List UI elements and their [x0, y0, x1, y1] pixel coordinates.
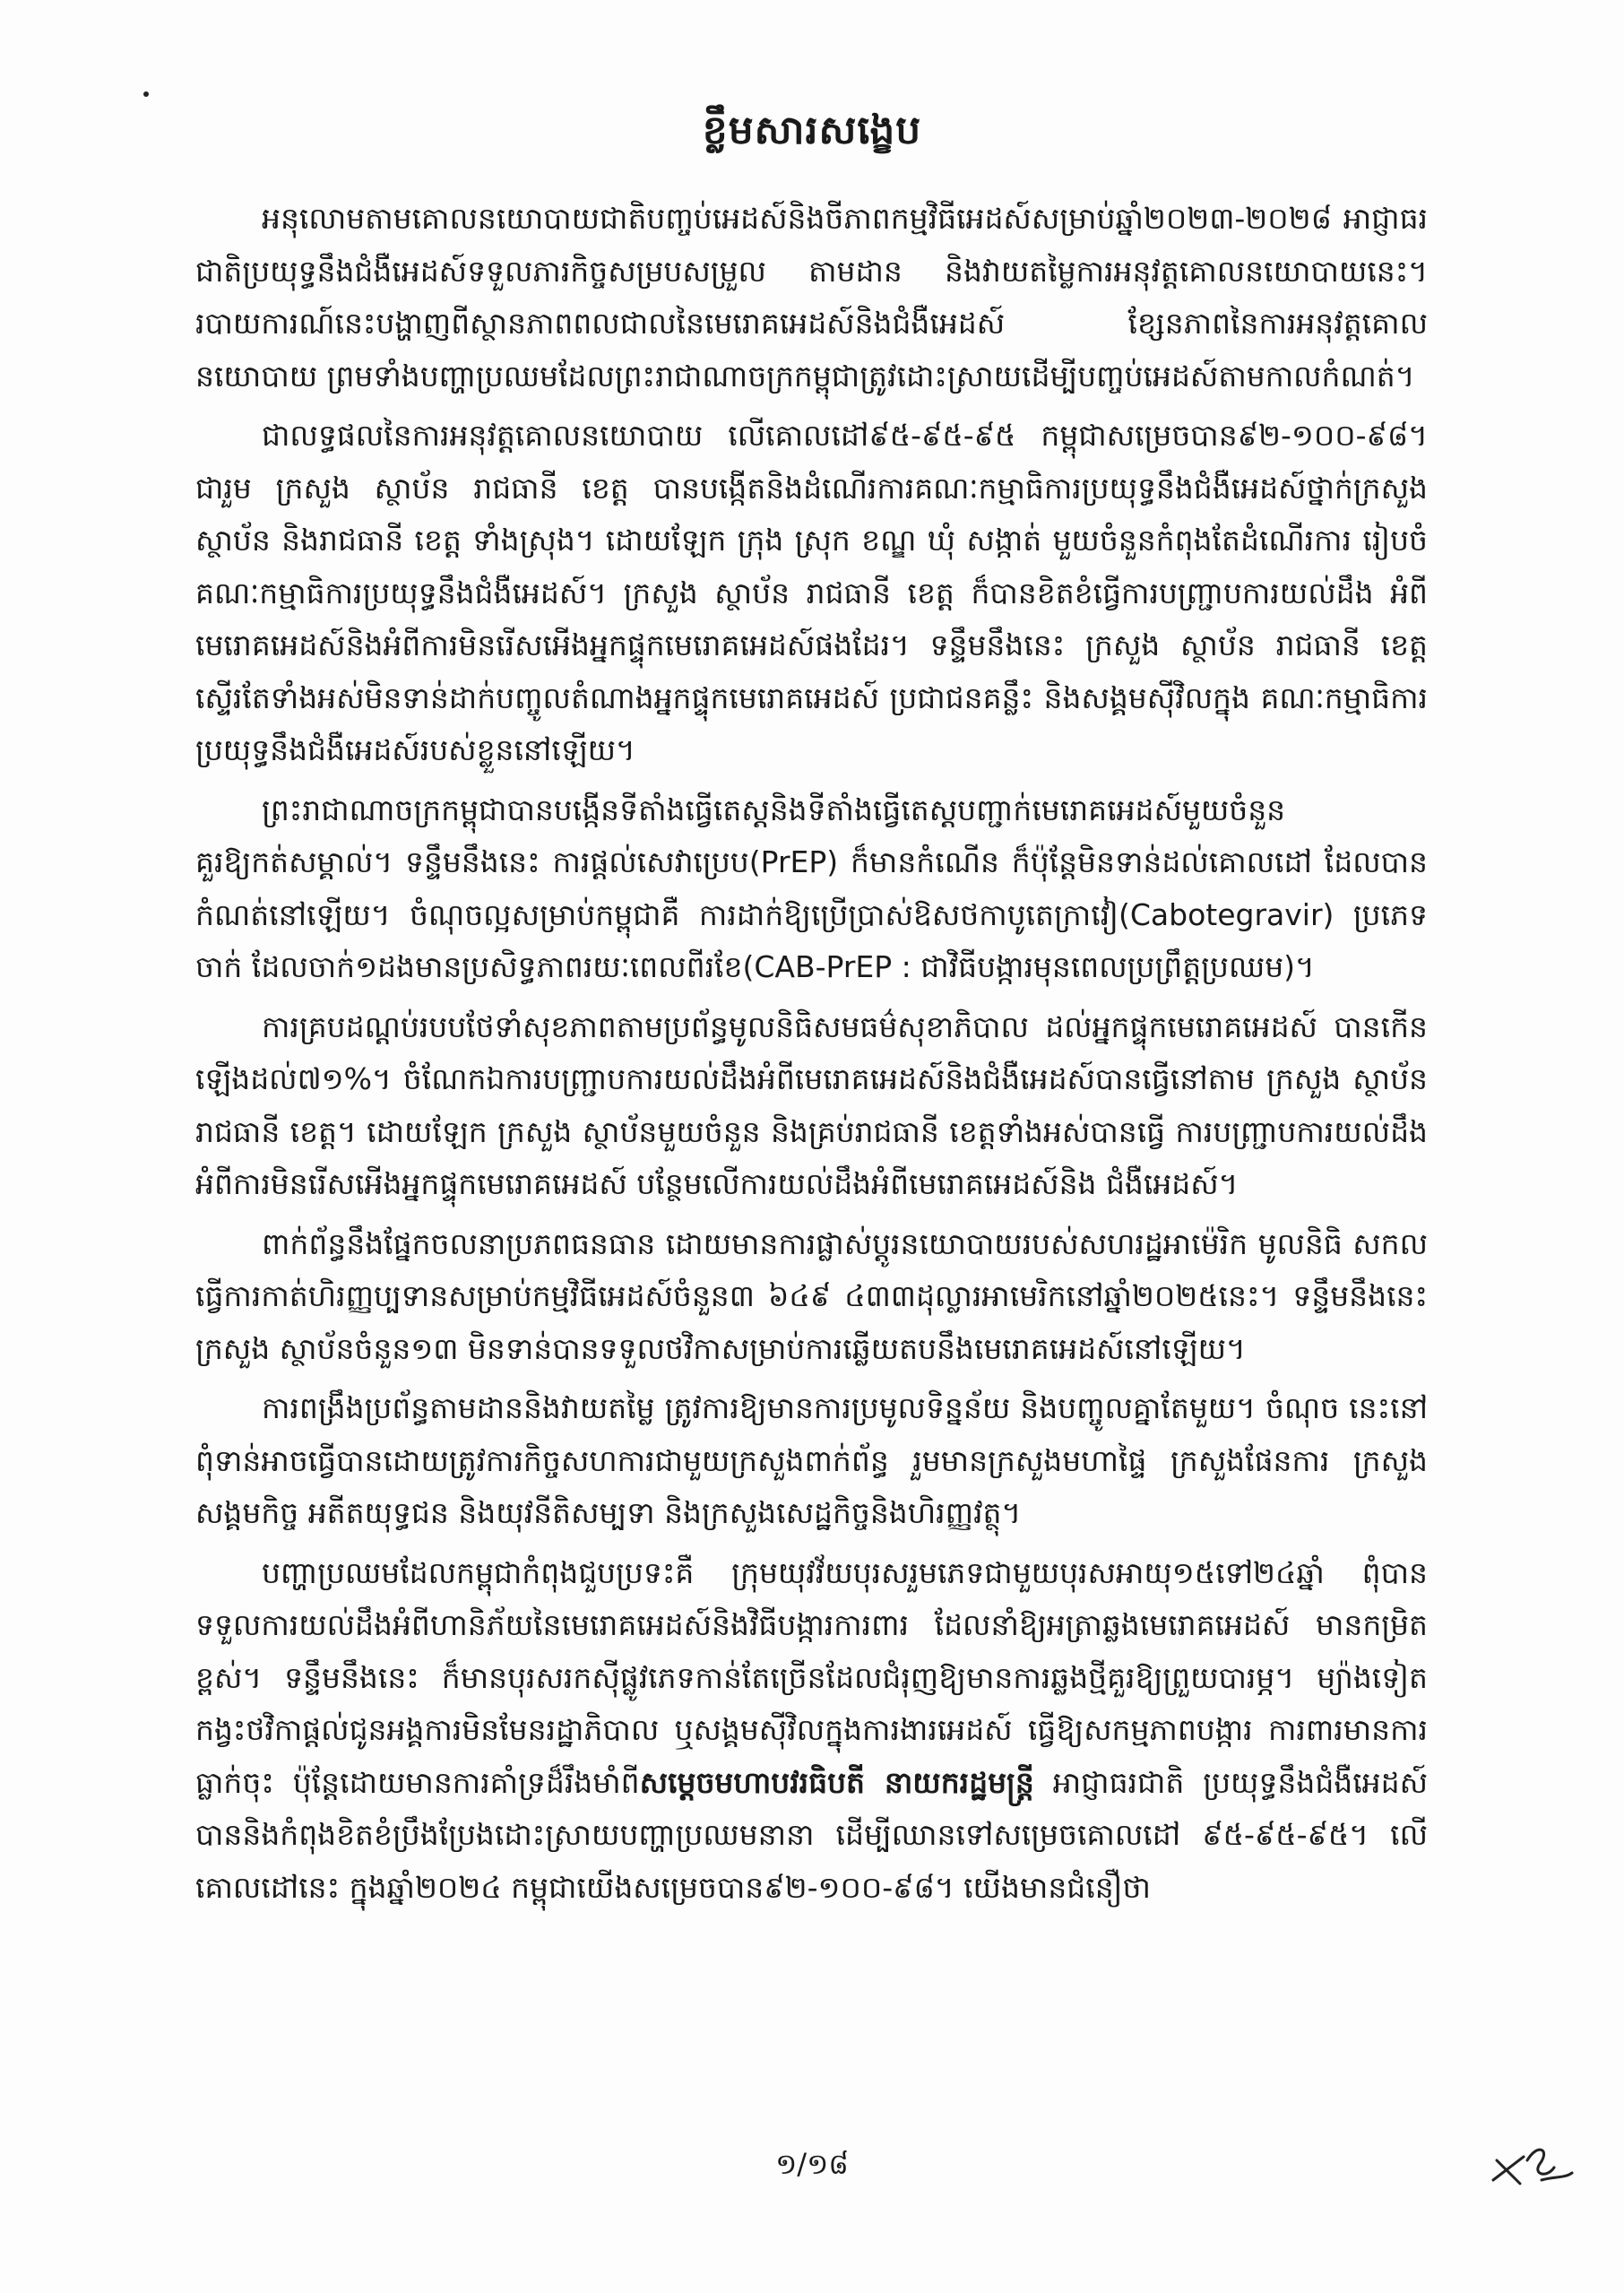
paragraph-6: ការពង្រឹងប្រព័ន្ធតាមដាននិងវាយតម្លៃ ត្រូវការឱ្យមានការប្រមូលទិន្នន័យ និងបញ្ចូលគ្នាតែមួយ។ ចំណុច នេះនៅពុំទាន់អាចធ្វើបានដោយត្រូវការកិច្ចសហការជាមួយក្រសួងពាក់ព័ន្ធ រួមមានក្រសួងមហាផ្ទៃ ក្រសួងផែនការ ក្រសួងសង្គមកិច្ច អតីតយុទ្ធជន និងយុវនីតិសម្បទា និងក្រសួងសេដ្ឋកិច្ចនិងហិរញ្ញវត្ថុ។ — [195, 1390, 1428, 1530]
paragraph-5: ពាក់ព័ន្ធនឹងផ្នែកចលនាប្រភពធនធាន ដោយមានការផ្លាស់ប្តូរនយោបាយរបស់សហរដ្ឋអាម៉េរិក មូលនិធិ សកលធ្វើការកាត់ហិរញ្ញប្បទានសម្រាប់កម្មវិធីអេដស៍ចំនួន៣ ៦៤៩ ៤៣៣ដុល្លារអាមេរិកនៅឆ្នាំ២០២៥នេះ។ ទន្ទឹមនឹងនេះ ក្រសួង ស្ថាប័នចំនួន១៣ មិនទាន់បានទទួលថវិកាសម្រាប់ការឆ្លើយតបនឹងមេរោគអេដស៍នៅឡើយ។ — [195, 1225, 1428, 1366]
document-title: ខ្លឹមសារសង្ខេប — [702, 108, 922, 153]
document-body — [195, 193, 1428, 1921]
paragraph-3: ព្រះរាជាណាចក្រកម្ពុជាបានបង្កើនទីតាំងធ្វើតេស្តនិងទីតាំងធ្វើតេស្តបញ្ជាក់មេរោគអេដស៍មួយចំនួន គួរឱ្យកត់សម្គាល់។ ទន្ទឹមនឹងនេះ ការផ្តល់សេវាប្រេប(PrEP) ក៏មានកំណើន ក៏ប៉ុន្តែមិនទាន់ដល់គោលដៅ ដែលបានកំណត់នៅឡើយ។ ចំណុចល្អសម្រាប់កម្ពុជាគឺ ការដាក់ឱ្យប្រើប្រាស់ឱសថកាបូតេក្រាវៀ(Cabotegravir) ប្រភេទចាក់ ដែលចាក់១ដងមានប្រសិទ្ធភាពរយៈពេលពីរខែ(CAB-PrEP : ជាវិធីបង្ការមុនពេលប្រព្រឹត្តប្រឈម)។ — [195, 792, 1428, 984]
scan-speck — [143, 91, 149, 97]
paragraph-4: ការគ្របដណ្តប់របបថែទាំសុខភាពតាមប្រព័ន្ធមូលនិធិសមធម៌សុខាភិបាល ដល់អ្នកផ្ទុកមេរោគអេដស៍ បានកើនឡើងដល់៧១%។ ចំណែកឯការបញ្ជ្រាបការយល់ដឹងអំពីមេរោគអេដស៍និងជំងឺអេដស៍បានធ្វើនៅតាម ក្រសួង ស្ថាប័ន រាជធានី ខេត្ត។ ដោយឡែក ក្រសួង ស្ថាប័នមួយចំនួន និងគ្រប់រាជធានី ខេត្តទាំងអស់បានធ្វើ ការបញ្ជ្រាបការយល់ដឹងអំពីការមិនរើសអើងអ្នកផ្ទុកមេរោគអេដស៍ បន្ថែមលើការយល់ដឹងអំពីមេរោគអេដស៍និង ជំងឺអេដស៍។ — [195, 1008, 1428, 1201]
paragraph-7-after: អាជ្ញាធរជាតិ ប្រយុទ្ធនឹងជំងឺអេដស៍បាននិងកំពុងខិតខំប្រឹងប្រែងដោះស្រាយបញ្ហាប្រឈមនានា ដើម្បីឈានទៅសម្រេចគោលដៅ ៩៥-៩៥-៩៥។ លើគោលដៅនេះ ក្នុងឆ្នាំ២០២៤ កម្ពុជាយើងសម្រេចបាន៩២-១០០-៩៨។ យើងមានជំនឿថា — [195, 1764, 1428, 1905]
paragraph-2: ជាលទ្ធផលនៃការអនុវត្តគោលនយោបាយ លើគោលដៅ៩៥-៩៥-៩៥ កម្ពុជាសម្រេចបាន៩២-១០០-៩៨។ ជារួម ក្រសួង ស្ថាប័ន រាជធានី ខេត្ត បានបង្កើតនិងដំណើរការគណៈកម្មាធិការប្រយុទ្ធនឹងជំងឺអេដស៍ថ្នាក់ក្រសួង ស្ថាប័ន និងរាជធានី ខេត្ត ទាំងស្រុង។ ដោយឡែក ក្រុង ស្រុក ខណ្ឌ ឃុំ សង្កាត់ មួយចំនួនកំពុងតែដំណើរការ រៀបចំគណៈកម្មាធិការប្រយុទ្ធនឹងជំងឺអេដស៍។ ក្រសួង ស្ថាប័ន រាជធានី ខេត្ត ក៏បានខិតខំធ្វើការបញ្ជ្រាបការយល់ដឹង អំពីមេរោគអេដស៍និងអំពីការមិនរើសអើងអ្នកផ្ទុកមេរោគអេដស៍ផងដែរ។ ទន្ទឹមនឹងនេះ ក្រសួង ស្ថាប័ន រាជធានី ខេត្ត ស្ទើរតែទាំងអស់មិនទាន់ដាក់បញ្ចូលតំណាងអ្នកផ្ទុកមេរោគអេដស៍ ប្រជាជនគន្លឹះ និងសង្គមស៊ីវិលក្នុង គណៈកម្មាធិការប្រយុទ្ធនឹងជំងឺអេដស៍របស់ខ្លួននៅឡើយ។ — [195, 418, 1428, 767]
page-number: ១/១៨ — [775, 2147, 849, 2181]
paragraph-7-before: បញ្ហាប្រឈមដែលកម្ពុជាកំពុងជួបប្រទះគឺ ក្រុមយុវវ័យបុរសរួមភេទជាមួយបុរសអាយុ១៥ទៅ២៤ឆ្នាំ ពុំបានទទួលការយល់ដឹងអំពីហានិភ័យនៃមេរោគអេដស៍និងវិធីបង្ការការពារ ដែលនាំឱ្យអត្រាឆ្លងមេរោគអេដស៍ មានកម្រិតខ្ពស់។ ទន្ទឹមនឹងនេះ ក៏មានបុរសរកស៊ីផ្លូវភេទកាន់តែច្រើនដែលជំរុញឱ្យមានការឆ្លងថ្មីគួរឱ្យព្រួយបារម្ភ។ ម្យ៉ាងទៀត កង្វះថវិកាផ្តល់ជូនអង្គការមិនមែនរដ្ឋាភិបាល ឬសង្គមស៊ីវិលក្នុងការងារអេដស៍ ធ្វើឱ្យសកម្មភាពបង្ការ ការពារមានការធ្លាក់ចុះ ប៉ុន្តែដោយមានការគាំទ្រដ៏រឹងមាំពី — [195, 1554, 1428, 1800]
paragraph-7 — [195, 1547, 1428, 1915]
paragraph-1: អនុលោមតាមគោលនយោបាយជាតិបញ្ចប់អេដស៍និងចីភាពកម្មវិធីអេដស៍សម្រាប់ឆ្នាំ២០២៣-២០២៨ អាជ្ញាធរជាតិប្រយុទ្ធនឹងជំងឺអេដស៍ទទួលភារកិច្ចសម្របសម្រួល តាមដាន និងវាយតម្លៃការអនុវត្តគោលនយោបាយនេះ។ របាយការណ៍នេះបង្ហាញពីស្ថានភាពពលជាលនៃមេរោគអេដស៍និងជំងឺអេដស៍ ខ្សែនភាពនៃការអនុវត្តគោលនយោបាយ ព្រមទាំងបញ្ហាប្រឈមដែលព្រះរាជាណាចក្រកម្ពុជាត្រូវដោះស្រាយដើម្បីបញ្ចប់អេដស៍តាមកាលកំណត់។ — [195, 201, 1428, 394]
handwritten-initials-signature — [1488, 2124, 1577, 2196]
paragraph-7-bold: សម្តេចមហាបវរធិបតី នាយករដ្ឋមន្ត្រី — [639, 1764, 1034, 1800]
